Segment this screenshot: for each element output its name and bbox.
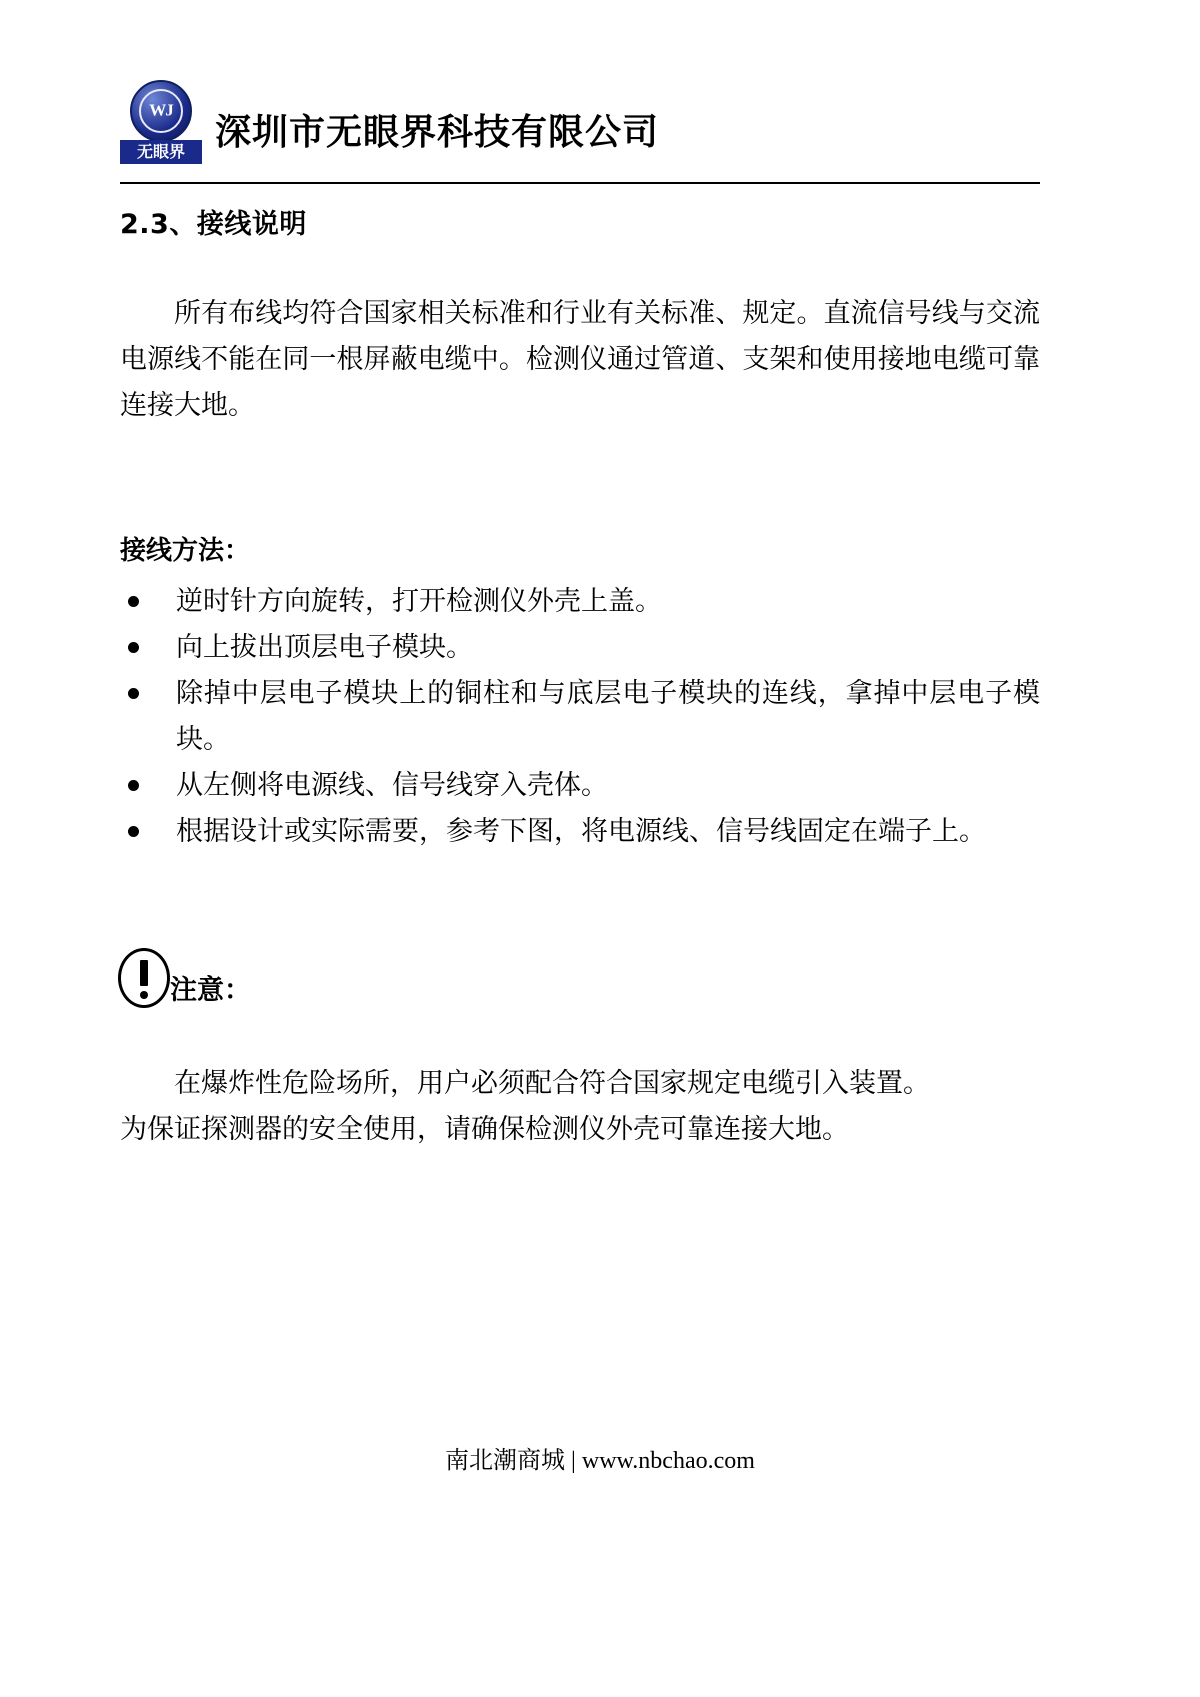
logo-wordmark: 无眼界 [120, 140, 202, 164]
company-logo [120, 80, 202, 166]
list-item-text: 向上拔出顶层电子模块。 [176, 632, 473, 662]
list-item [120, 670, 1040, 762]
page-footer: 南北潮商城 | www.nbchao.com [445, 1448, 755, 1474]
notice-heading [118, 950, 518, 1020]
intro-paragraph: 所有布线均符合国家相关标准和行业有关标准、规定。直流信号线与交流电源线不能在同一根屏蔽电缆中。检测仪通过管道、支架和使用接地电缆可靠连接大地。 [120, 298, 1040, 420]
notice-paragraph-1: 在爆炸性危险场所，用户必须配合符合国家规定电缆引入装置。 [174, 1068, 930, 1098]
bullet-dot-icon [128, 780, 139, 791]
list-item [120, 762, 1040, 808]
bullet-dot-icon [128, 596, 139, 607]
bullet-dot-icon [128, 688, 139, 699]
method-heading: 接线方法： [120, 536, 251, 566]
bullet-dot-icon [128, 642, 139, 653]
list-item-text: 除掉中层电子模块上的铜柱和与底层电子模块的连线，拿掉中层电子模块。 [176, 678, 1040, 754]
document-header [120, 78, 1040, 178]
notice-paragraph-2: 为保证探测器的安全使用，请确保检测仪外壳可靠连接大地。 [120, 1114, 849, 1144]
bullet-dot-icon [128, 826, 139, 837]
warning-exclamation-icon [118, 948, 172, 1010]
method-step-list [120, 578, 1040, 854]
header-divider [120, 182, 1040, 184]
list-item [120, 808, 1040, 854]
list-item [120, 624, 1040, 670]
notice-label: 注意： [170, 975, 251, 1006]
list-item-text: 根据设计或实际需要，参考下图，将电源线、信号线固定在端子上。 [176, 816, 986, 846]
list-item [120, 578, 1040, 624]
warning-dot-shape [140, 991, 148, 999]
logo-circle-icon [130, 80, 192, 142]
logo-monogram: WJ [149, 100, 173, 120]
warning-bar-shape [140, 960, 148, 986]
list-item-text: 逆时针方向旋转，打开检测仪外壳上盖。 [176, 586, 662, 616]
list-item-text: 从左侧将电源线、信号线穿入壳体。 [176, 770, 608, 800]
section-heading: 2.3、接线说明 [120, 209, 307, 240]
company-name: 深圳市无眼界科技有限公司 [215, 112, 660, 153]
